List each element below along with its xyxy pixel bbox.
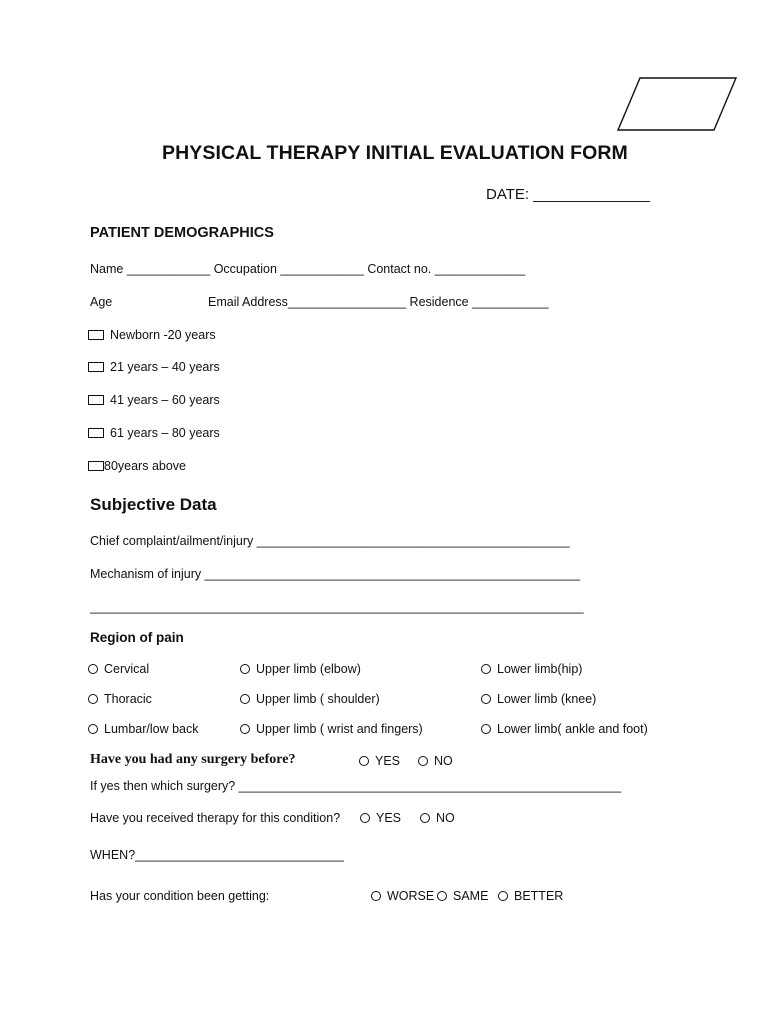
age-option-label: 61 years – 80 years xyxy=(110,426,220,440)
region-upper-limb-elbow[interactable] xyxy=(240,662,361,676)
age-option-label: 80years above xyxy=(104,459,187,473)
when-line[interactable]: WHEN?______________________________ xyxy=(90,848,344,862)
region-lower-limb-ankle[interactable] xyxy=(481,722,648,736)
surgery-yes-option[interactable] xyxy=(359,754,400,768)
checkbox-icon[interactable] xyxy=(88,428,104,438)
date-field[interactable]: DATE: ______________ xyxy=(486,186,651,203)
option-label: YES xyxy=(375,754,401,768)
region-label: Lower limb (knee) xyxy=(497,692,597,706)
radio-icon[interactable] xyxy=(88,694,98,704)
region-lower-limb-hip[interactable] xyxy=(481,662,582,676)
age-option-label: 21 years – 40 years xyxy=(110,360,220,374)
radio-icon[interactable] xyxy=(498,891,508,901)
subjective-data-heading: Subjective Data xyxy=(90,495,217,514)
age-option-label: Newborn -20 years xyxy=(110,328,216,342)
surgery-no-option[interactable] xyxy=(418,754,453,768)
condition-better-option[interactable] xyxy=(498,889,563,903)
region-lower-limb-knee[interactable] xyxy=(481,692,596,706)
condition-question: Has your condition been getting: xyxy=(90,889,270,903)
region-label: Lumbar/low back xyxy=(104,722,199,736)
surgery-question: Have you had any surgery before? xyxy=(90,752,296,767)
age-label: Age xyxy=(90,295,113,309)
radio-icon[interactable] xyxy=(359,756,369,766)
radio-icon[interactable] xyxy=(371,891,381,901)
region-thoracic[interactable] xyxy=(88,692,152,706)
email-residence-line[interactable]: Email Address_________________ Residence ___________ xyxy=(208,295,549,309)
surgery-followup-line[interactable]: If yes then which surgery? _______________________________________________________ xyxy=(90,779,622,793)
age-option-4[interactable] xyxy=(88,459,186,473)
age-option-2[interactable] xyxy=(88,393,220,407)
region-label: Lower limb(hip) xyxy=(497,662,583,676)
mechanism-of-injury-line[interactable]: Mechanism of injury ______________________________________________________ xyxy=(90,567,581,581)
name-occupation-contact-line[interactable]: Name ____________ Occupation ____________ Contact no. _____________ xyxy=(90,262,526,276)
age-option-label: 41 years – 60 years xyxy=(110,393,220,407)
region-upper-limb-shoulder[interactable] xyxy=(240,692,380,706)
region-label: Lower limb( ankle and foot) xyxy=(497,722,648,736)
region-label: Upper limb ( shoulder) xyxy=(256,692,380,706)
region-label: Cervical xyxy=(104,662,150,676)
region-upper-limb-wrist[interactable] xyxy=(240,722,423,736)
form-title: PHYSICAL THERAPY INITIAL EVALUATION FORM xyxy=(162,142,628,164)
region-label: Upper limb ( wrist and fingers) xyxy=(256,722,423,736)
parallelogram-shape xyxy=(614,76,740,134)
option-label: BETTER xyxy=(514,889,564,903)
region-cervical[interactable] xyxy=(88,662,149,676)
option-label: NO xyxy=(436,811,455,825)
checkbox-icon[interactable] xyxy=(88,330,104,340)
option-label: WORSE xyxy=(387,889,435,903)
region-label: Thoracic xyxy=(104,692,152,706)
radio-icon[interactable] xyxy=(420,813,430,823)
age-option-1[interactable] xyxy=(88,360,220,374)
radio-icon[interactable] xyxy=(481,724,491,734)
checkbox-icon[interactable] xyxy=(88,395,104,405)
radio-icon[interactable] xyxy=(240,724,250,734)
condition-worse-option[interactable] xyxy=(371,889,434,903)
radio-icon[interactable] xyxy=(418,756,428,766)
patient-demographics-heading: PATIENT DEMOGRAPHICS xyxy=(90,225,274,241)
option-label: YES xyxy=(376,811,402,825)
radio-icon[interactable] xyxy=(437,891,447,901)
option-label: NO xyxy=(434,754,453,768)
radio-icon[interactable] xyxy=(360,813,370,823)
option-label: SAME xyxy=(453,889,489,903)
region-label: Upper limb (elbow) xyxy=(256,662,361,676)
therapy-yes-option[interactable] xyxy=(360,811,401,825)
condition-same-option[interactable] xyxy=(437,889,488,903)
therapy-question: Have you received therapy for this condition? xyxy=(90,811,341,825)
radio-icon[interactable] xyxy=(88,664,98,674)
age-option-3[interactable] xyxy=(88,426,220,440)
checkbox-icon[interactable] xyxy=(88,362,104,372)
region-lumbar[interactable] xyxy=(88,722,199,736)
therapy-no-option[interactable] xyxy=(420,811,455,825)
radio-icon[interactable] xyxy=(481,694,491,704)
checkbox-icon[interactable] xyxy=(88,461,104,471)
radio-icon[interactable] xyxy=(240,694,250,704)
chief-complaint-line[interactable]: Chief complaint/ailment/injury _____________________________________________ xyxy=(90,534,570,548)
radio-icon[interactable] xyxy=(240,664,250,674)
age-option-0[interactable] xyxy=(88,328,216,342)
radio-icon[interactable] xyxy=(88,724,98,734)
radio-icon[interactable] xyxy=(481,664,491,674)
region-of-pain-heading: Region of pain xyxy=(90,630,184,645)
mechanism-continuation-line[interactable]: _______________________________________________________________________ xyxy=(90,600,584,614)
